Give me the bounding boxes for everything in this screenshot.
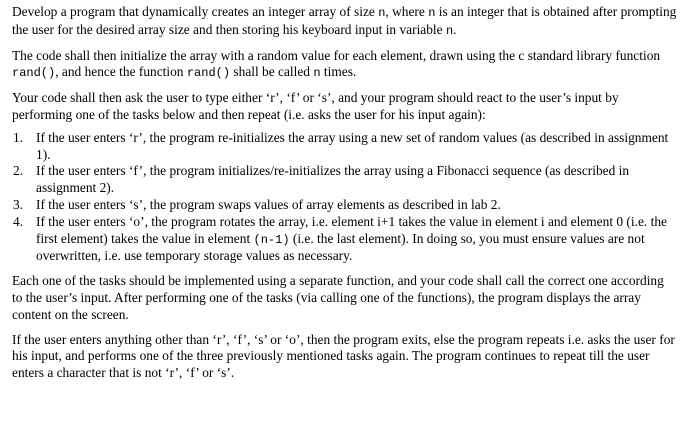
task-list xyxy=(12,130,677,265)
list-item-text: If the user enters ‘s’, the program swaps values of array elements as described in lab 2. xyxy=(36,196,501,212)
functions-paragraph: Each one of the tasks should be implemented using a separate function, and your code shall call the correct one according to the user’s input. After performing one of the tasks (via calling one of the functions), the program displays the array content on the screen. xyxy=(12,273,664,322)
intro-paragraph xyxy=(12,4,677,40)
intro-text: Develop a program that dynamically creates an integer array of size xyxy=(12,4,379,19)
list-item xyxy=(12,163,677,197)
initialize-text: times. xyxy=(320,64,357,80)
code-rand-function: rand() xyxy=(12,66,56,81)
intro-text: is an integer that is obtained after prompting the user for the desired array size and then storing his keyboard input in variable xyxy=(12,4,677,37)
list-item-number: 2. xyxy=(13,163,24,179)
code-variable-n: n xyxy=(428,6,436,20)
list-item xyxy=(12,130,677,164)
intro-text: . xyxy=(453,21,457,37)
list-item-number: 4. xyxy=(13,213,24,229)
list-item-text xyxy=(36,214,667,264)
list-item xyxy=(12,214,677,265)
rotate-text: (i.e. the last element). In doing so, you must ensure values are not overwritten, i.e. use temporary storage values as necessary. xyxy=(36,230,645,264)
list-item-text: If the user enters ‘r’, the program re-initializes the array using a new set of random values (as described in assignment 1). xyxy=(36,129,669,162)
initialize-paragraph xyxy=(12,48,677,83)
code-rand-function: rand() xyxy=(186,66,231,81)
list-item xyxy=(12,197,677,214)
code-variable-n: n xyxy=(313,66,321,81)
initialize-text: shall be called xyxy=(230,64,314,80)
user-input-paragraph: Your code shall then ask the user to type either ‘r’, ‘f’ or ‘s’, and your program should react to the user’s input by performing one of the tasks below and then repeat (i.e. asks the user for his input again): xyxy=(12,90,619,122)
code-last-index: (n-1) xyxy=(253,232,290,247)
code-variable-n: n xyxy=(378,6,386,20)
list-item-text: If the user enters ‘f’, the program initializes/re-initializes the array using a Fibonacci sequence (as described in assignment 2). xyxy=(36,163,630,196)
initialize-text: , and hence the function xyxy=(55,64,187,80)
code-variable-n: n xyxy=(445,23,454,38)
rotate-text: If the user enters ‘o’, the program rotates the array, i.e. element i+1 takes the value in element i and element 0 (i.e. the first element) takes the value in element xyxy=(36,213,667,246)
initialize-text: The code shall then initialize the array with a random value for each element, drawn using the c standard library function xyxy=(12,47,661,63)
exit-paragraph: If the user enters anything other than ‘r’, ‘f’, ‘s’ or ‘o’, then the program exits, else the program repeats i.e. asks the user for his input, and performs one of the three previously mentioned tasks again. The program continues to repeat till the user enters a character that is not ‘r’, ‘f’ or ‘s’. xyxy=(12,331,675,381)
list-item-number: 3. xyxy=(13,196,24,212)
intro-text: , where xyxy=(385,4,429,19)
list-item-number: 1. xyxy=(13,129,24,145)
